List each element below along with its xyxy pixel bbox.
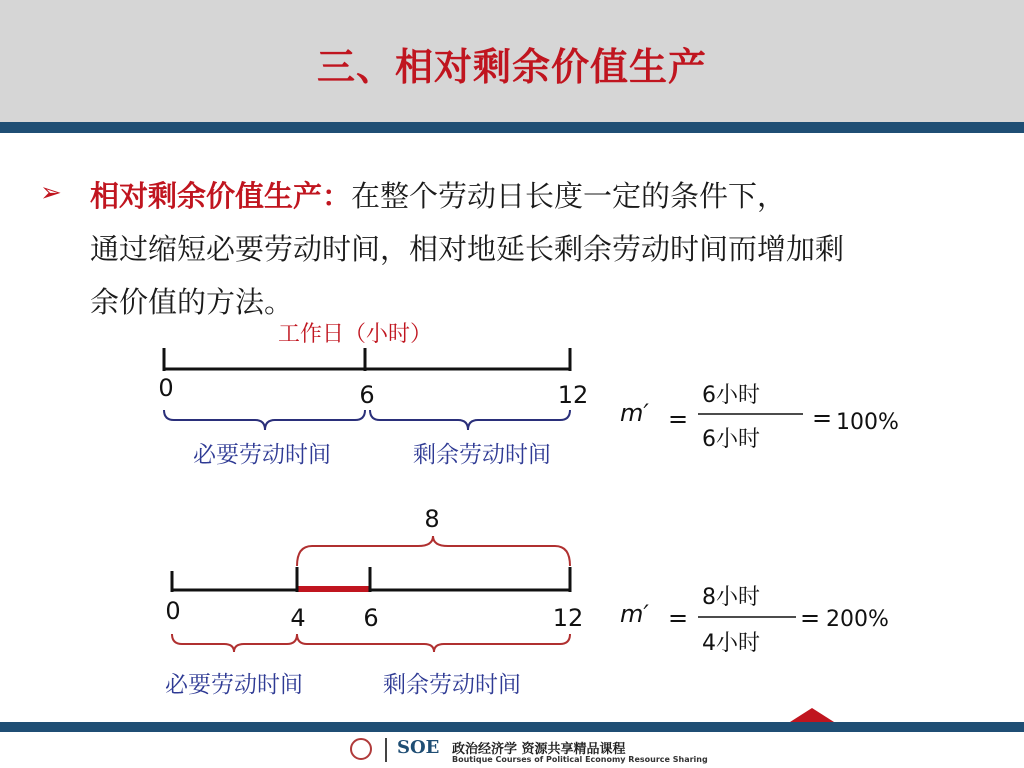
necessary-label-1: 必要劳动时间 bbox=[193, 442, 331, 468]
formula-result-2: 200% bbox=[826, 607, 889, 632]
footer-divider bbox=[385, 738, 387, 762]
definition-line-3: 余价值的方法。 bbox=[90, 285, 294, 319]
slide-title: 三、相对剩余价值生产 bbox=[316, 45, 707, 89]
formula-symbol-1: m′ bbox=[620, 399, 649, 427]
formula-denominator-1: 6小时 bbox=[702, 427, 760, 452]
necessary-brace-1 bbox=[164, 410, 365, 430]
formula-result-1: 100% bbox=[836, 410, 899, 435]
university-seal-icon bbox=[350, 738, 372, 760]
formula-eq-1: = bbox=[668, 405, 689, 433]
tick-label-6-2: 6 bbox=[363, 604, 379, 632]
surplus-span-brace bbox=[297, 536, 570, 566]
surplus-label-1: 剩余劳动时间 bbox=[413, 442, 551, 468]
definition-line-1: 在整个劳动日长度一定的条件下， bbox=[351, 179, 787, 213]
tick-label-12-2: 12 bbox=[552, 604, 584, 632]
surplus-brace-2 bbox=[297, 634, 570, 652]
formula-eq2-1: = bbox=[812, 404, 833, 432]
workday-label: 工作日（小时） bbox=[277, 322, 433, 347]
tick-label-12: 12 bbox=[557, 381, 589, 409]
tick-label-6: 6 bbox=[359, 381, 375, 409]
formula-symbol-2: m′ bbox=[620, 600, 649, 628]
course-name-en: Boutique Courses of Political Economy Resource Sharing bbox=[452, 755, 708, 764]
tick-label-0: 0 bbox=[158, 374, 174, 402]
definition-term: 相对剩余价值生产： bbox=[90, 179, 352, 213]
soe-logo: SOE bbox=[397, 737, 440, 758]
tick-label-4-2: 4 bbox=[290, 604, 306, 632]
surplus-span-label: 8 bbox=[424, 505, 440, 533]
bullet-arrow-icon: ➢ bbox=[40, 178, 62, 208]
formula-eq2-2: = bbox=[800, 604, 821, 632]
definition-line-2: 通过缩短必要劳动时间，相对地延长剩余劳动时间而增加剩 bbox=[90, 232, 845, 266]
formula-eq-2: = bbox=[668, 604, 689, 632]
footer-accent-triangle bbox=[790, 708, 834, 722]
necessary-label-2: 必要劳动时间 bbox=[165, 672, 303, 698]
formula-numerator-2: 8小时 bbox=[702, 585, 760, 610]
course-name-cn: 政治经济学 资源共享精品课程 bbox=[452, 742, 626, 757]
surplus-brace-1 bbox=[370, 410, 570, 430]
tick-label-0-2: 0 bbox=[165, 597, 181, 625]
formula-numerator-1: 6小时 bbox=[702, 383, 760, 408]
formula-denominator-2: 4小时 bbox=[702, 631, 760, 656]
footer-bar bbox=[0, 722, 1024, 732]
surplus-label-2: 剩余劳动时间 bbox=[383, 672, 521, 698]
necessary-brace-2 bbox=[172, 634, 297, 652]
